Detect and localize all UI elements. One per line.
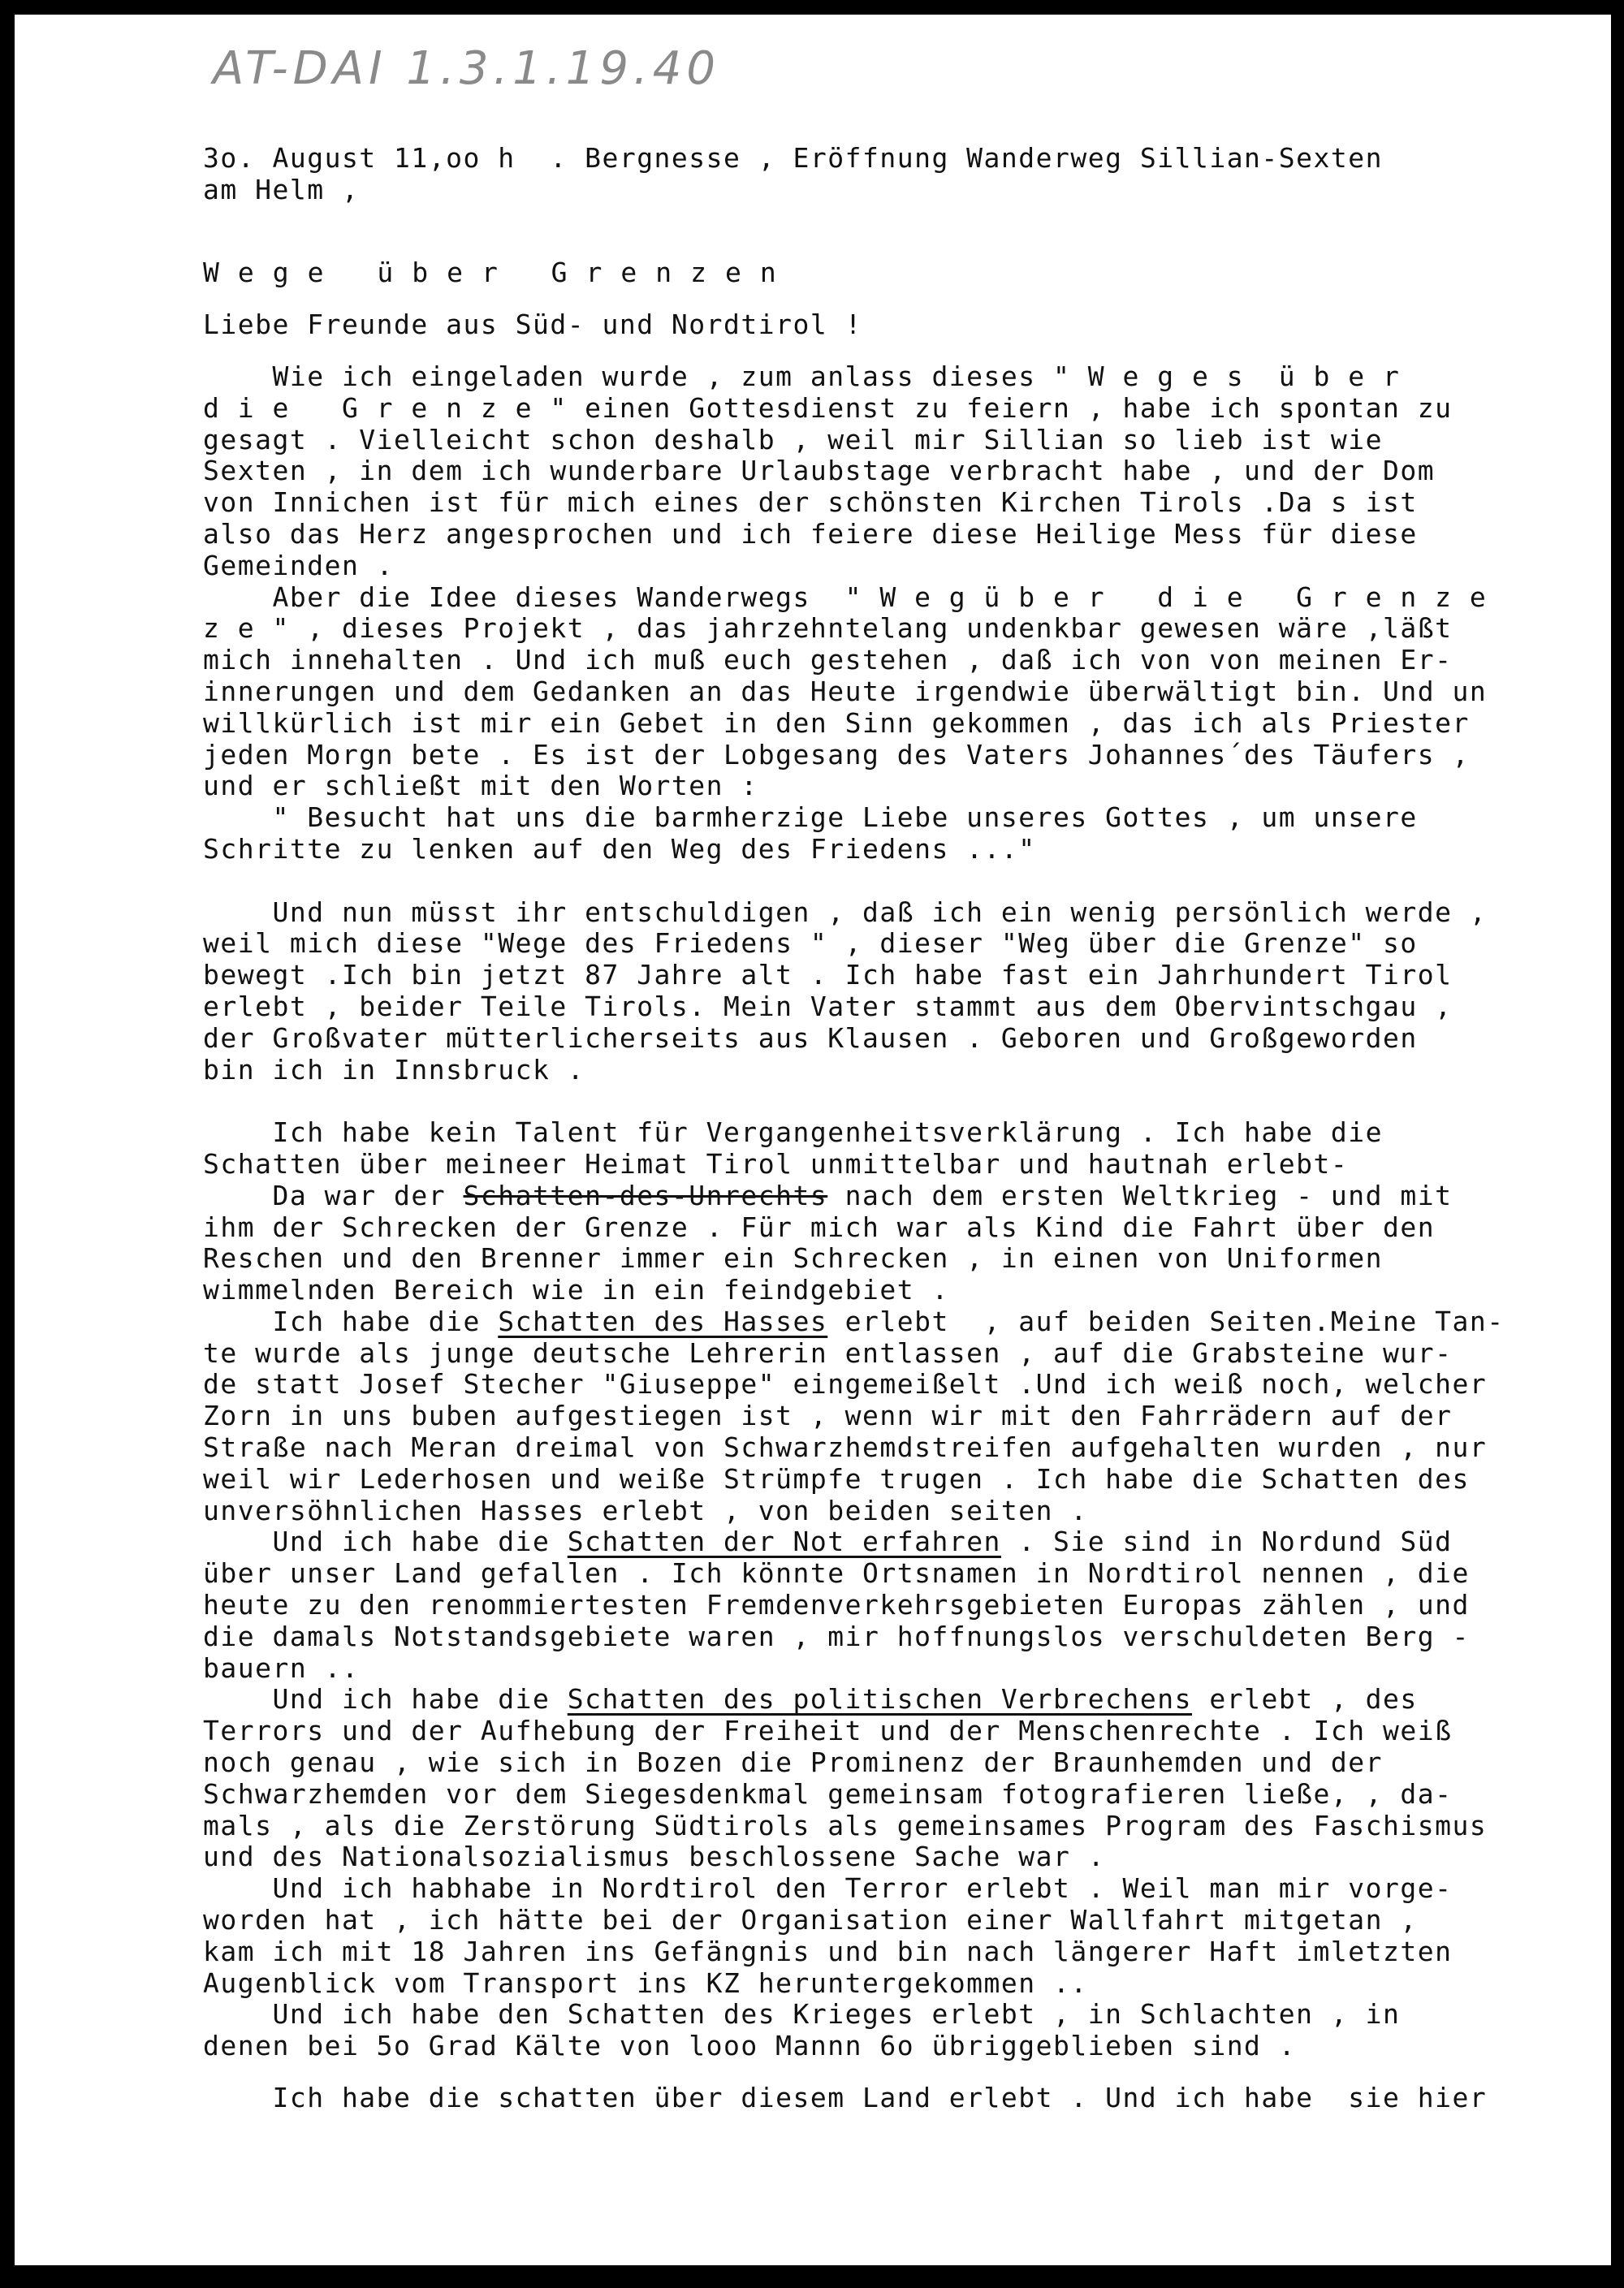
- text-line: bewegt .Ich bin jetzt 87 Jahre alt . Ich habe fast ein Jahrhundert Tirol: [203, 959, 1453, 991]
- document-title: Wege über Grenzen: [203, 257, 795, 289]
- quote-line: " Besucht hat uns die barmherzige Liebe unseres Gottes , um unsere: [203, 801, 1418, 834]
- text-line: d i e G r e n z e " einen Gottesdienst zu feiern , habe ich spontan zu: [203, 391, 1453, 424]
- text-line: Und ich habhabe in Nordtirol den Terror erlebt . Weil man mir vorge-: [203, 1872, 1453, 1905]
- text-line: Wie ich eingeladen wurde , zum anlass dieses " W e g e s ü b e r: [203, 360, 1401, 392]
- text-line: kam ich mit 18 Jahren ins Gefängnis und bin nach längerer Haft imletzten: [203, 1935, 1453, 1967]
- text-line: und des Nationalsozialismus beschlossene Sache war .: [203, 1841, 1106, 1873]
- text-line: Schatten über meineer Heimat Tirol unmittelbar und hautnah erlebt-: [203, 1147, 1349, 1180]
- paragraph-1: [203, 361, 1616, 582]
- text-line: Ich habe die Schatten des Hasses erlebt , auf beiden Seiten.Meine Tan-: [203, 1305, 1505, 1337]
- scan-border-left: [0, 0, 15, 2288]
- underlined-phrase: Schatten des politischen Verbrechens: [567, 1683, 1192, 1716]
- paragraph-4: [203, 1117, 1616, 2062]
- text-line: der Großvater mütterlicherseits aus Klausen . Geboren und Großgeworden: [203, 1021, 1418, 1054]
- text-line: willkürlich ist mir ein Gebet in den Sinn gekommen , das ich als Priester: [203, 706, 1470, 739]
- text-line: ihm der Schrecken der Grenze . Für mich war als Kind die Fahrt über den: [203, 1211, 1436, 1243]
- header-line: 3o. August 11,oo h . Bergnesse , Eröffnung Wanderweg Sillian-Sexten: [203, 142, 1384, 174]
- text-line: Straße nach Meran dreimal von Schwarzhemdstreifen aufgehalten wurden , nur: [203, 1431, 1488, 1464]
- last-line: Ich habe die schatten über diesem Land erlebt . Und ich habe sie hier: [203, 2082, 1488, 2114]
- archive-signature: AT-DAI 1.3.1.19.40: [213, 42, 721, 95]
- scan-border-bottom: [0, 2265, 1624, 2288]
- text-line: te wurde als junge deutsche Lehrerin entlassen , auf die Grabsteine wur-: [203, 1336, 1453, 1369]
- text-line: bin ich in Innsbruck .: [203, 1053, 585, 1086]
- text-line: z e " , dieses Projekt , das jahrzehntelang undenkbar gewesen wäre ,läßt: [203, 612, 1453, 645]
- text-line: Schwarzhemden vor dem Siegesdenkmal gemeinsam fotografieren ließe, , da-: [203, 1777, 1453, 1810]
- text-line: Sexten , in dem ich wunderbare Urlaubstage verbracht habe , und der Dom: [203, 455, 1436, 487]
- text-line: und er schließt mit den Worten :: [203, 770, 758, 802]
- paragraph-3: [203, 897, 1616, 1086]
- text-line: die damals Notstandsgebiete waren , mir hoffnungslos verschuldeten Berg -: [203, 1620, 1470, 1652]
- text-line: de statt Josef Stecher "Giuseppe" eingemeißelt .Und ich weiß noch, welcher: [203, 1368, 1488, 1401]
- text-line: innerungen und dem Gedanken an das Heute irgendwie überwältigt bin. Und un: [203, 675, 1488, 707]
- text-line: bauern ..: [203, 1651, 360, 1684]
- text-line: Terrors und der Aufhebung der Freiheit und der Menschenrechte . Ich weiß: [203, 1715, 1453, 1747]
- scan-border-top: [0, 0, 1624, 15]
- salutation: Liebe Freunde aus Süd- und Nordtirol !: [203, 309, 862, 341]
- text-line: mich innehalten . Und ich muß euch gestehen , daß ich von von meinen Er-: [203, 644, 1453, 676]
- underlined-phrase: Schatten der Not erfahren: [567, 1526, 1001, 1558]
- text-line: denen bei 5o Grad Kälte von looo Mannn 6o übriggeblieben sind .: [203, 2030, 1297, 2062]
- text-line: Und ich habe die Schatten des politischen Verbrechens erlebt , des: [203, 1683, 1418, 1716]
- text-line: also das Herz angesprochen und ich feiere diese Heilige Mess für diese: [203, 517, 1418, 550]
- text-line: Und ich habe den Schatten des Krieges erlebt , in Schlachten , in: [203, 1998, 1401, 2031]
- text-line: Gemeinden .: [203, 549, 395, 581]
- text-line: Ich habe kein Talent für Vergangenheitsverklärung . Ich habe die: [203, 1116, 1384, 1149]
- struck-phrase: Schatten-des-Unrechts: [463, 1179, 828, 1211]
- text-line: wimmelnden Bereich wie in ein feindgebiet .: [203, 1274, 949, 1306]
- text-line: Aber die Idee dieses Wanderwegs " W e g ü b e r d i e G r e n z e: [203, 581, 1488, 613]
- text-line: von Innichen ist für mich eines der schönsten Kirchen Tirols .Da s ist: [203, 486, 1418, 519]
- text-line: mals , als die Zerstörung Südtirols als gemeinsames Program des Faschismus: [203, 1809, 1488, 1841]
- text-line: worden hat , ich hätte bei der Organisation einer Wallfahrt mitgetan ,: [203, 1904, 1418, 1936]
- text-line: noch genau , wie sich in Bozen die Prominenz der Braunhemden und der: [203, 1746, 1384, 1779]
- underlined-phrase: Schatten des Hasses: [498, 1305, 828, 1337]
- header-line: am Helm ,: [203, 173, 360, 205]
- text-line: Und nun müsst ihr entschuldigen , daß ich ein wenig persönlich werde ,: [203, 896, 1488, 928]
- text-line: weil wir Lederhosen und weiße Strümpfe trugen . Ich habe die Schatten des: [203, 1462, 1470, 1495]
- text-line: Reschen und den Brenner immer ein Schrecken , in einen von Uniformen: [203, 1242, 1384, 1275]
- text-line: Zorn in uns buben aufgestiegen ist , wenn wir mit den Fahrrädern auf der: [203, 1400, 1453, 1432]
- text-line: erlebt , beider Teile Tirols. Mein Vater stammt aus dem Obervintschgau ,: [203, 990, 1453, 1022]
- text-line: Und ich habe die Schatten der Not erfahren . Sie sind in Nordund Süd: [203, 1526, 1453, 1558]
- paragraph-2: [203, 582, 1616, 866]
- text-line: jeden Morgn bete . Es ist der Lobgesang des Vaters Johannes´des Täufers ,: [203, 738, 1470, 771]
- text-line: Augenblick vom Transport ins KZ heruntergekommen ..: [203, 1966, 1088, 1999]
- text-line: heute zu den renommiertesten Fremdenverkehrsgebieten Europas zählen , und: [203, 1589, 1470, 1621]
- text-line: über unser Land gefallen . Ich könnte Ortsnamen in Nordtirol nennen , die: [203, 1557, 1470, 1590]
- text-line: gesagt . Vielleicht schon deshalb , weil mir Sillian so lieb ist wie: [203, 423, 1384, 455]
- typewritten-document: [203, 143, 1616, 2114]
- text-line: Da war der Schatten-des-Unrechts nach dem ersten Weltkrieg - und mit: [203, 1179, 1453, 1211]
- text-line: unversöhnlichen Hasses erlebt , von beiden seiten .: [203, 1494, 1088, 1526]
- quote-line: Schritte zu lenken auf den Weg des Friedens ...": [203, 832, 1036, 865]
- text-line: weil mich diese "Wege des Friedens " , dieser "Weg über die Grenze" so: [203, 927, 1418, 960]
